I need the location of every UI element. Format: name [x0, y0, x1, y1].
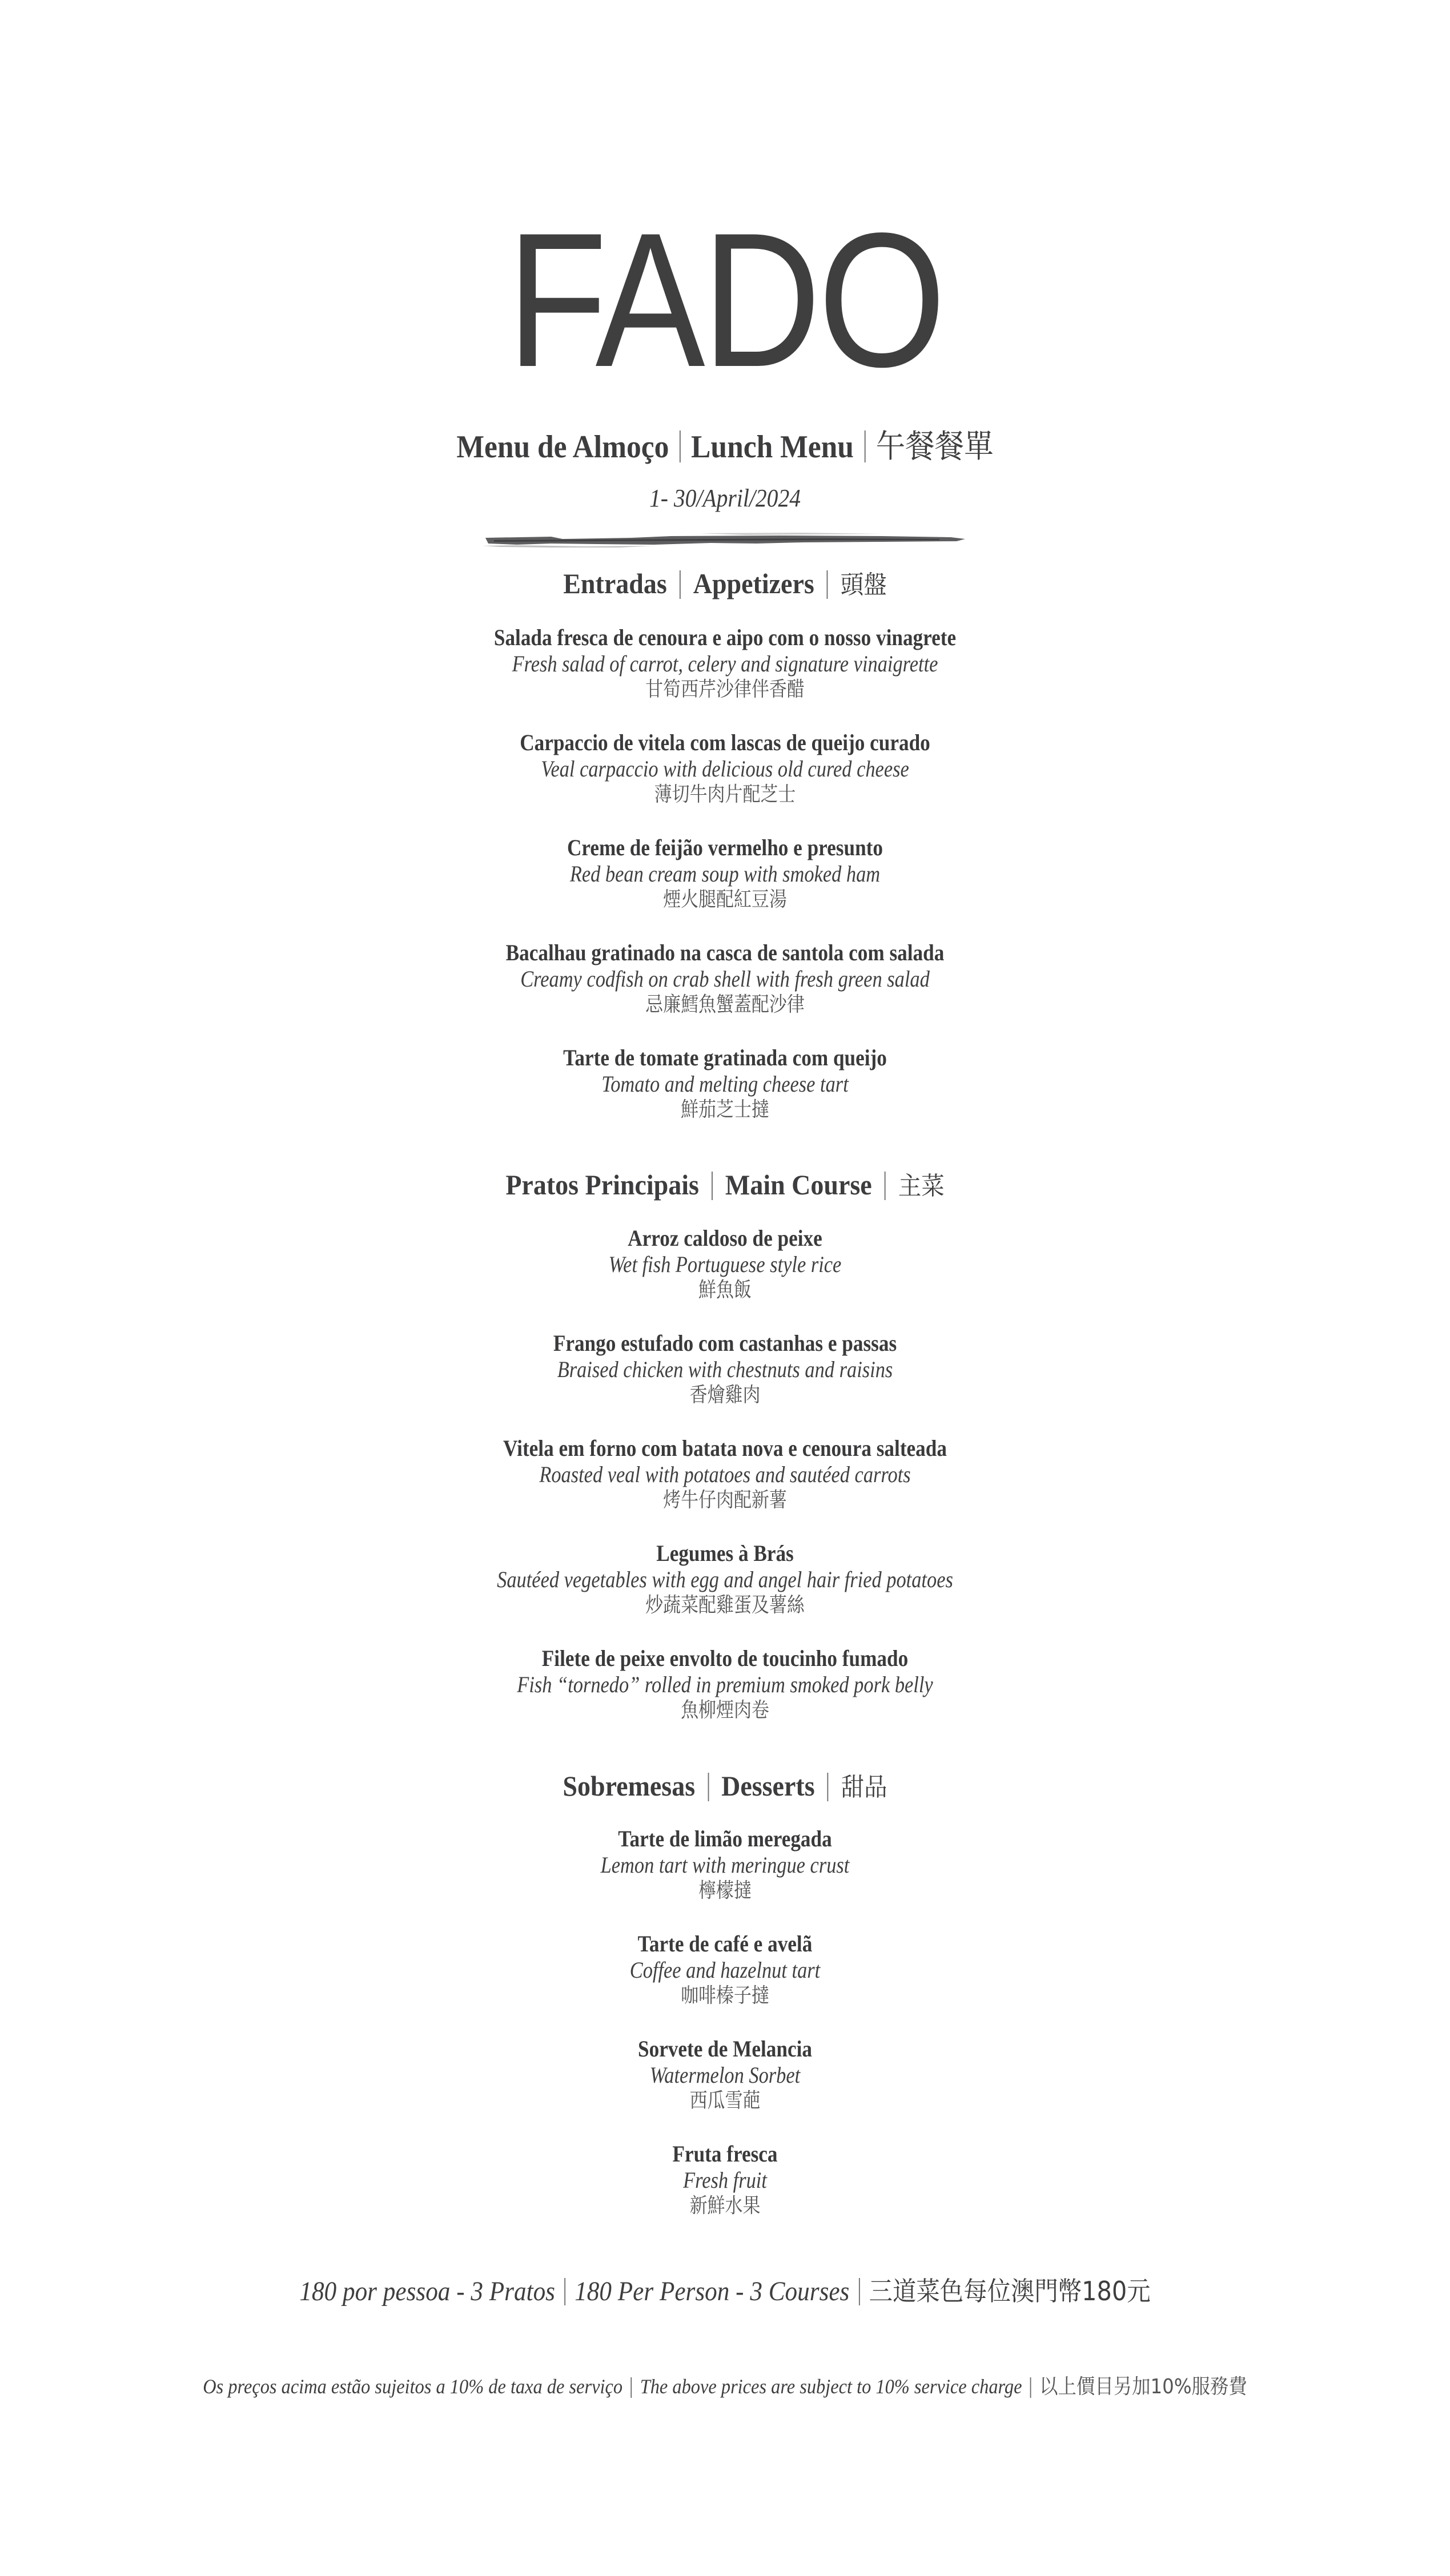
- dish-name-cn: 西瓜雪葩: [689, 2089, 761, 2112]
- divider: [708, 1773, 709, 1801]
- price-pt: 180 por pessoa - 3 Pratos: [299, 2276, 555, 2307]
- section-title-pt: Entradas: [563, 567, 667, 599]
- dish-name-en: Fresh fruit: [683, 2167, 767, 2193]
- dish-name-en: Veal carpaccio with delicious old cured cheese: [541, 756, 909, 782]
- service-charge-note: [73, 2374, 1377, 2400]
- divider: [564, 2278, 565, 2305]
- dish-name-cn: 咖啡榛子撻: [681, 1984, 769, 2007]
- dish-name-en: Creamy codfish on crab shell with fresh green salad: [520, 966, 930, 992]
- dish-name-cn: 鮮魚飯: [698, 1278, 752, 1302]
- menu-item: [0, 835, 1450, 912]
- dish-name-pt: Filete de peixe envolto de toucinho fumado: [541, 1645, 909, 1671]
- menu-item: [0, 1931, 1450, 2009]
- dish-name-cn: 魚柳煙肉卷: [681, 1698, 769, 1722]
- divider: [680, 570, 681, 599]
- price-cn: 三道菜色每位澳門幣180元: [869, 2276, 1151, 2307]
- menu-date: 1- 30/April/2024: [649, 484, 801, 512]
- dish-name-pt: Fruta fresca: [672, 2141, 778, 2167]
- dish-name-cn: 炒蔬菜配雞蛋及薯絲: [645, 1593, 805, 1617]
- dish-name-en: Fish “tornedo” rolled in premium smoked pork belly: [517, 1672, 933, 1697]
- dish-name-pt: Vitela em forno com batata nova e cenoura salteada: [503, 1435, 947, 1461]
- brand-logo: FADO: [507, 193, 943, 406]
- dish-name-pt: Carpaccio de vitela com lascas de queijo curado: [520, 730, 930, 755]
- section-title-cn: 甜品: [841, 1773, 887, 1802]
- dish-name-en: Coffee and hazelnut tart: [629, 1957, 821, 1983]
- dish-name-pt: Salada fresca de cenoura e aipo com o nosso vinagrete: [493, 625, 957, 650]
- dish-name-cn: 新鮮水果: [689, 2194, 761, 2217]
- dish-name-en: Red bean cream soup with smoked ham: [569, 861, 881, 887]
- footer-pt: Os preços acima estão sujeitos a 10% de taxa de serviço: [203, 2375, 623, 2398]
- divider: [864, 430, 865, 462]
- dish-name-pt: Bacalhau gratinado na casca de santola com salada: [505, 940, 945, 965]
- dish-name-cn: 檸檬撻: [698, 1879, 752, 1902]
- menu-title-cn: 午餐餐單: [875, 428, 994, 465]
- section-header-main-course: [58, 1166, 1392, 1205]
- divider: [712, 1172, 713, 1200]
- dish-name-pt: Tarte de limão meregada: [618, 1826, 832, 1852]
- section-title-en: Desserts: [721, 1770, 815, 1802]
- divider: [859, 2278, 860, 2305]
- menu-title: [58, 427, 1392, 467]
- dish-name-cn: 甘筍西芹沙律伴香醋: [645, 678, 805, 701]
- section-title-en: Main Course: [725, 1169, 872, 1201]
- brush-stroke-divider: [483, 531, 968, 550]
- dish-name-cn: 忌廉鱈魚蟹蓋配沙律: [645, 993, 805, 1016]
- dish-name-cn: 香燴雞肉: [689, 1383, 761, 1407]
- dish-name-en: Tomato and melting cheese tart: [601, 1071, 849, 1097]
- price-en: 180 Per Person - 3 Courses: [575, 2276, 850, 2307]
- dish-name-pt: Arroz caldoso de peixe: [628, 1225, 822, 1251]
- section-header-desserts: [58, 1768, 1392, 1806]
- menu-item: [0, 1645, 1450, 1723]
- section-header-appetizers: [58, 565, 1392, 603]
- section-title-cn: 頭盤: [840, 570, 887, 599]
- menu-item: [0, 940, 1450, 1017]
- menu-item: [0, 1826, 1450, 1903]
- footer-en: The above prices are subject to 10% service charge: [640, 2375, 1022, 2398]
- menu-item: [0, 730, 1450, 807]
- section-title-pt: Pratos Principais: [505, 1169, 699, 1201]
- dish-name-en: Fresh salad of carrot, celery and signature vinaigrette: [512, 651, 938, 677]
- dish-name-en: Sautéed vegetables with egg and angel hair fried potatoes: [497, 1567, 953, 1592]
- menu-item: [0, 1045, 1450, 1122]
- dish-name-pt: Frango estufado com castanhas e passas: [553, 1330, 897, 1356]
- menu-title-en: Lunch Menu: [691, 429, 854, 465]
- menu-item: [0, 2141, 1450, 2219]
- price-line: [73, 2274, 1377, 2309]
- section-title-cn: 主菜: [898, 1172, 945, 1201]
- menu-title-pt: Menu de Almoço: [456, 429, 669, 465]
- divider: [631, 2377, 632, 2398]
- dish-name-cn: 鮮茄芝士撻: [681, 1098, 769, 1121]
- dish-name-pt: Tarte de café e avelã: [637, 1931, 813, 1957]
- dish-name-en: Braised chicken with chestnuts and raisins: [557, 1357, 893, 1382]
- dish-name-en: Roasted veal with potatoes and sautéed carrots: [539, 1462, 911, 1487]
- menu-item: [0, 625, 1450, 702]
- dish-name-pt: Legumes à Brás: [656, 1540, 794, 1566]
- section-title-pt: Sobremesas: [563, 1770, 696, 1802]
- dish-name-en: Lemon tart with meringue crust: [600, 1852, 850, 1878]
- dish-name-cn: 薄切牛肉片配芝士: [654, 783, 796, 806]
- dish-name-cn: 烤牛仔肉配新薯: [663, 1488, 787, 1512]
- dish-name-pt: Tarte de tomate gratinada com queijo: [563, 1045, 887, 1070]
- divider: [885, 1172, 886, 1200]
- divider: [1030, 2377, 1031, 2398]
- dish-name-pt: Creme de feijão vermelho e presunto: [567, 835, 883, 860]
- dish-name-cn: 煙火腿配紅豆湯: [663, 888, 787, 911]
- menu-item: [0, 1330, 1450, 1408]
- divider: [680, 430, 681, 462]
- dish-name-en: Wet fish Portuguese style rice: [608, 1251, 842, 1277]
- section-title-en: Appetizers: [693, 567, 814, 599]
- divider: [828, 1773, 829, 1801]
- menu-item: [0, 1225, 1450, 1303]
- divider: [827, 570, 828, 599]
- menu-item: [0, 2036, 1450, 2114]
- footer-cn: 以上價目另加10%服務費: [1039, 2375, 1247, 2398]
- dish-name-pt: Sorvete de Melancia: [638, 2036, 812, 2062]
- menu-item: [0, 1540, 1450, 1618]
- dish-name-en: Watermelon Sorbet: [649, 2062, 801, 2088]
- menu-item: [0, 1435, 1450, 1513]
